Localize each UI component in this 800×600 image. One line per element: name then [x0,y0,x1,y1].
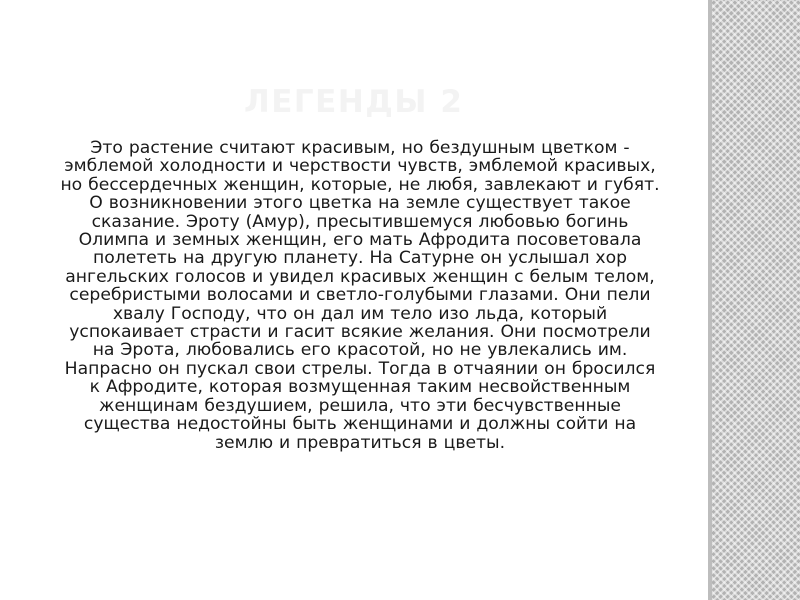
legend-text: Это растение считают красивым, но бездушным цветком - эмблемой холодности и черствости чувств, эмблемой красивых, но бессердечных женщин, которые, не любя, завлекают и губят. О возникновении этого цветка на земле существует такое сказание. Эроту (Амур), пресытившемуся любовью богинь Олимпа и земных женщин, его мать Афродита посоветовала полететь на другую планету. На Сатурне он услышал хор ангельских голосов и увидел красивых женщин с белым телом, серебристыми волосами и светло-голубыми глазами. Они пели хвалу Господу, что он дал им тело изо льда, который успокаивает страсти и гасит всякие желания. Они посмотрели на Эрота, любовались его красотой, но не увлекались им. Напрасно он пускал свои стрелы. Тогда в отчаянии он бросился к Афродите, которая возмущенная таким несвойственным женщинам бездушием, решила, что эти бесчувственные существа недостойны быть женщинами и должны сойти на землю и превратиться в цветы. [60,138,660,453]
decorative-side-panel [712,0,800,600]
slide-title: ЛЕГЕНДЫ 2 [244,84,464,120]
